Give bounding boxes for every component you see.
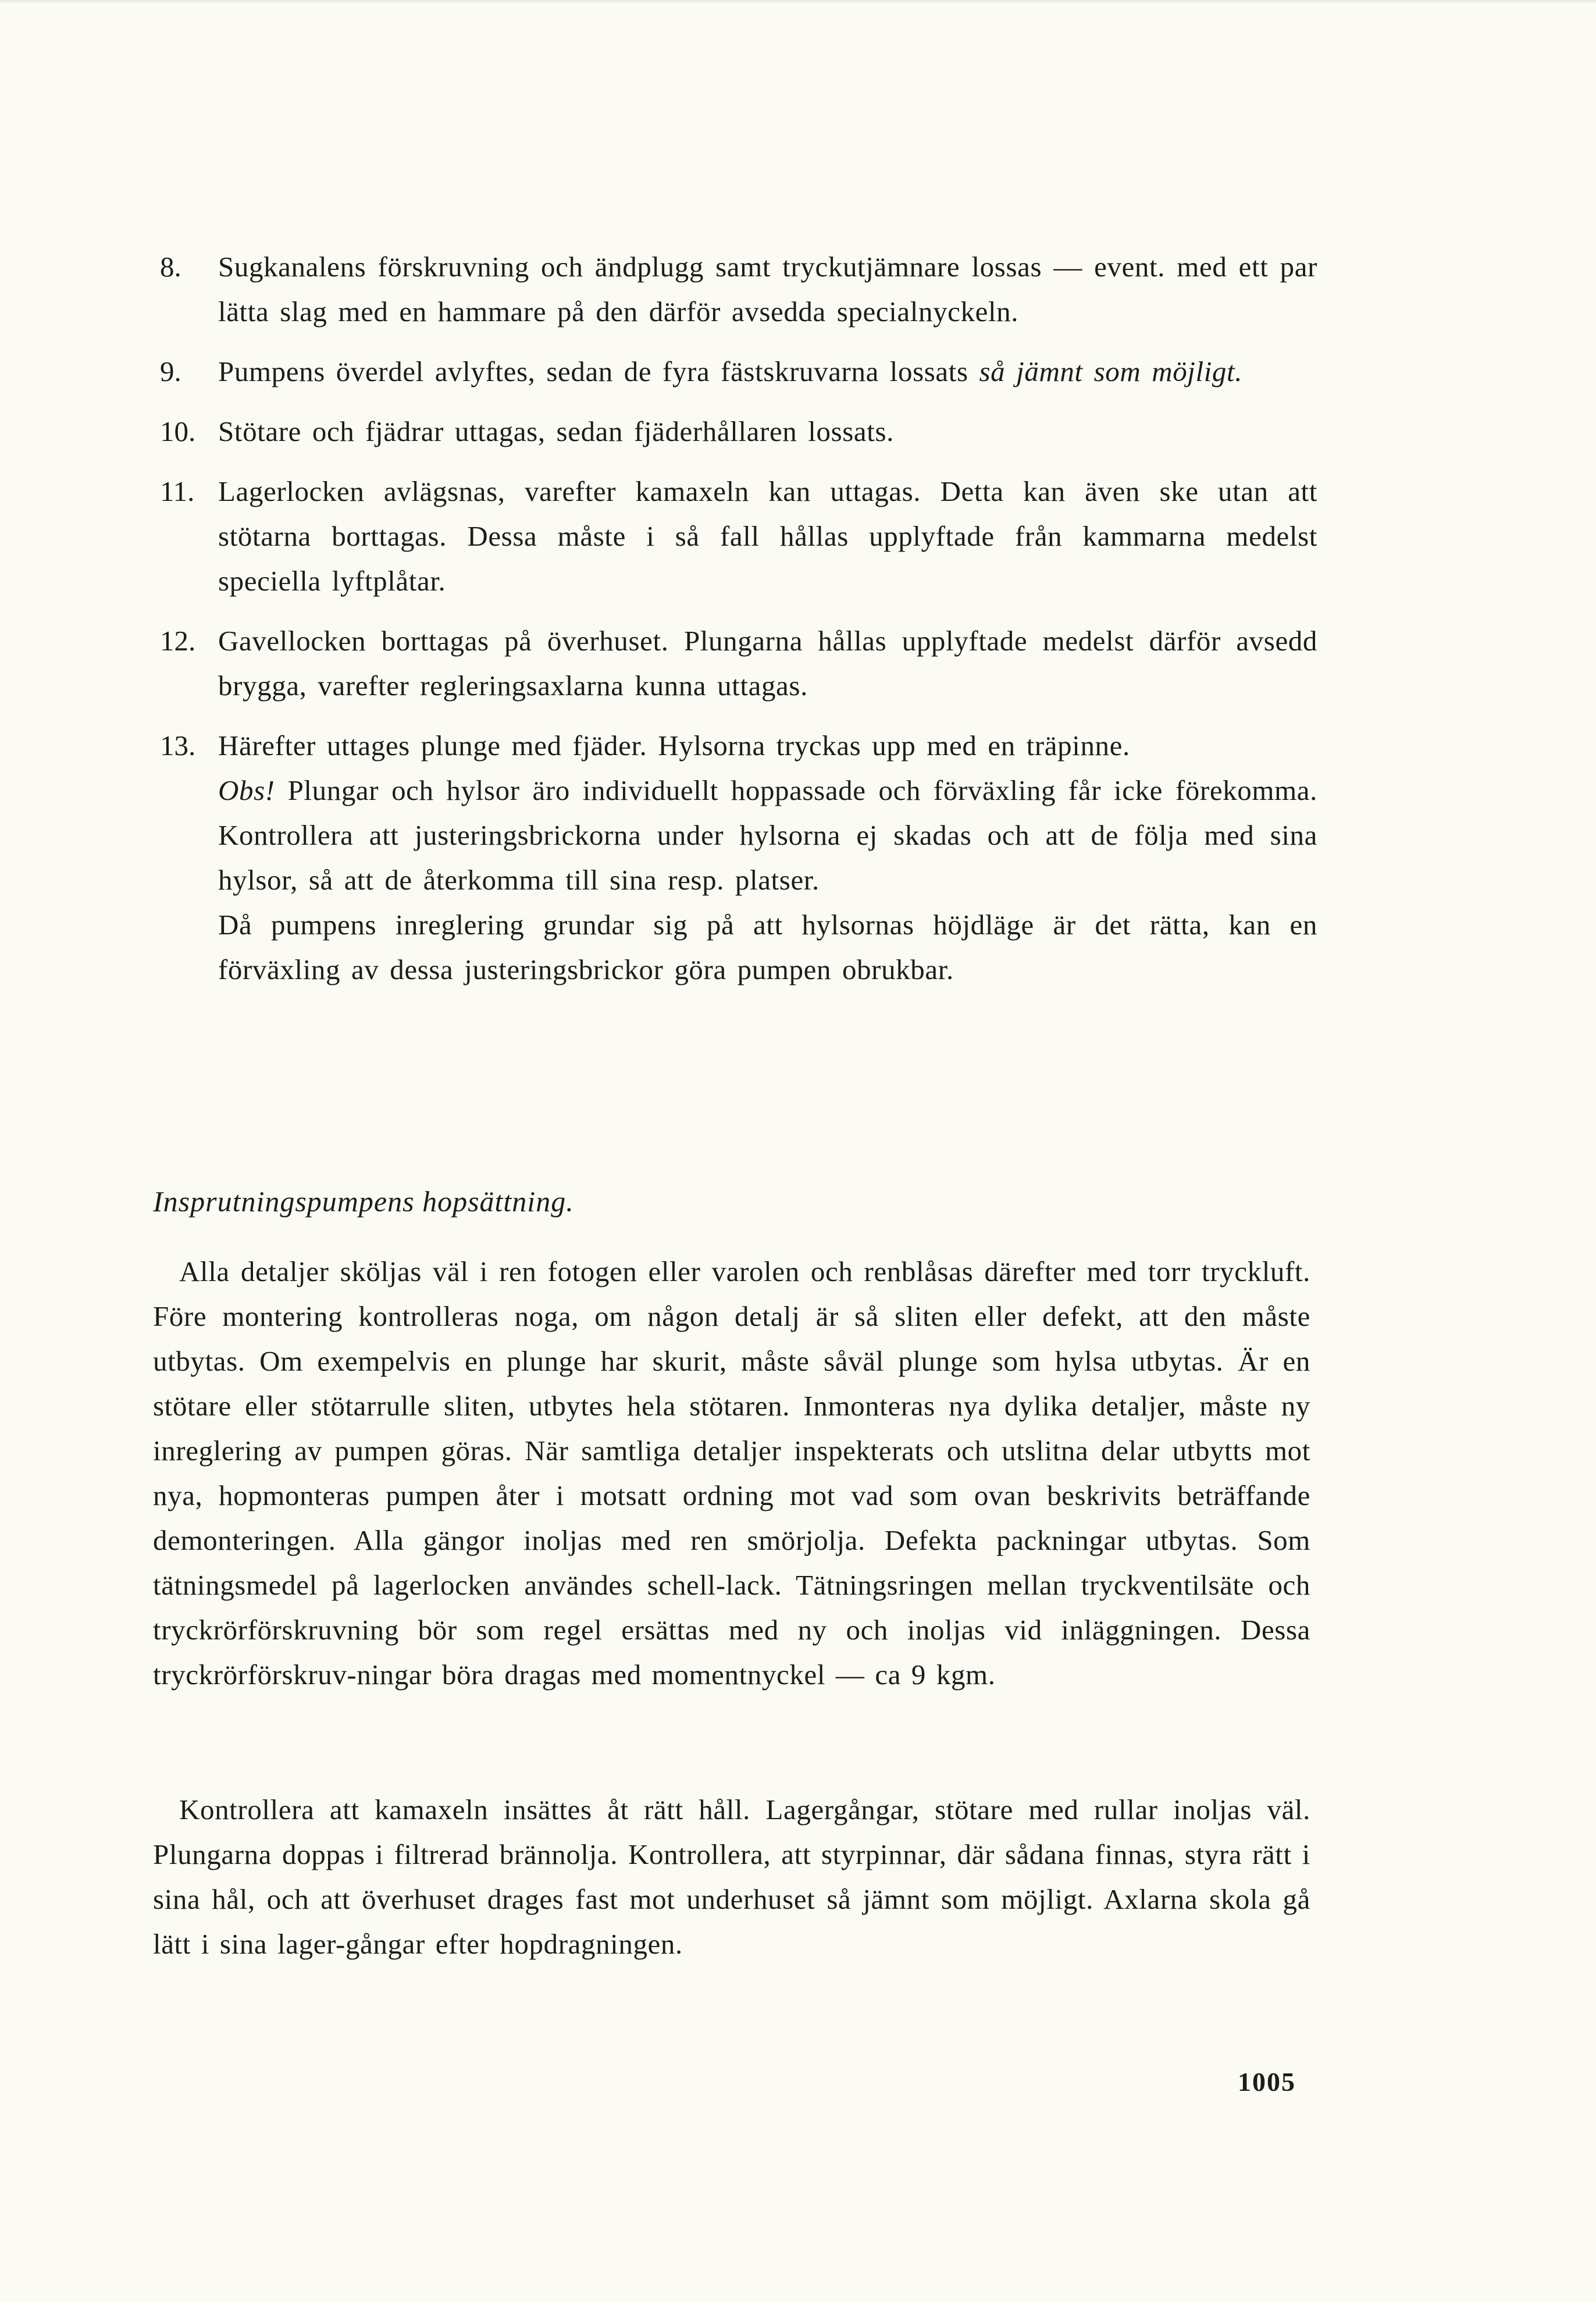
section-paragraph-2: Kontrollera att kamaxeln insättes åt rätt håll. Lagergångar, stötare med rullar inoljas väl. Plungarna doppas i filtrerad brännolja. Kontrollera, att styrpinnar, där sådana finnas, styra rätt i sina hål, och att överhuset drages fast mot underhuset så jämnt som möjligt. Axlarna skola gå lätt i sina lager-gångar efter hopdragningen.: [153, 1794, 1310, 1960]
section-paragraph-1: Alla detaljer sköljas väl i ren fotogen eller varolen och renblåsas därefter med torr tryckluft. Före montering kontrolleras noga, om någon detalj är så sliten eller defekt, att den måste utbytas. Om exempelvis en plunge har skurit, måste såväl plunge som hylsa utbytas. Är en stötare eller stötarrulle sliten, utbytes hela stötaren. Inmonteras nya dylika detaljer, måste ny inreglering av pumpen göras. När samtliga detaljer inspekterats och utslitna delar utbytts mot nya, hopmonteras pumpen åter i motsatt ordning mot vad som ovan beskrivits beträffande demonteringen. Alla gängor inoljas med ren smörjolja. Defekta packningar utbytas. Som tätningsmedel på lagerlocken användes schell-lack. Tätningsringen mellan tryckventilsäte och tryckrörförskruvning bör som regel ersättas med ny och inoljas vid inläggningen. Dessa tryckrörförskruv-ningar böra dragas med momentnyckel — ca 9 kgm.: [153, 1255, 1310, 1691]
step-number: 8.: [160, 251, 181, 283]
list-item-step-9: [160, 349, 1317, 394]
list-item-step-8: [160, 244, 1317, 334]
step-number: 12.: [160, 625, 196, 657]
step-text: Pumpens överdel avlyftes, sedan de fyra fästskruvarna lossats: [218, 355, 979, 387]
step-extra-text: Då pumpens inreglering grundar sig på att hylsornas höjdläge är det rätta, kan en förväxling av dessa justeringsbrickor göra pumpen obrukbar.: [218, 909, 1317, 985]
step-number: 11.: [160, 475, 195, 507]
step-text-wrapper: [218, 349, 1317, 394]
step-text: Gavellocken borttagas på överhuset. Plungarna hållas upplyftade medelst därför avsedd brygga, varefter regleringsaxlarna kunna uttagas.: [218, 625, 1317, 702]
step-number: 9.: [160, 355, 181, 387]
list-item-step-11: [160, 469, 1317, 603]
step-text: Lagerlocken avlägsnas, varefter kamaxeln kan uttagas. Detta kan även ske utan att stötarna borttagas. Dessa måste i så fall hållas upplyftade från kammarna medelst speciella lyftplåtar.: [218, 475, 1317, 597]
obs-text: Plungar och hylsor äro individuellt hoppassade och förväxling får icke förekomma. Kontrollera att justeringsbrickorna under hylsorna ej skadas och att de följa med sina hylsor, så att de återkomma till sina resp. platser.: [218, 774, 1317, 896]
page-number: 1005: [1238, 2067, 1296, 2097]
step-number: 13.: [160, 730, 196, 762]
step-emphasis: så jämnt som möjligt.: [979, 355, 1243, 387]
step-text: Härefter uttages plunge med fjäder. Hylsorna tryckas upp med en träpinne.: [218, 730, 1130, 762]
step-text-wrapper: [218, 723, 1317, 902]
step-number: 10.: [160, 415, 196, 447]
disassembly-steps-list: [160, 244, 1317, 1007]
obs-label: Obs!: [218, 774, 275, 806]
section-heading: Insprutningspumpens hopsättning.: [153, 1185, 574, 1218]
step-text: Sugkanalens förskruvning och ändplugg samt tryckutjämnare lossas — event. med ett par lätta slag med en hammare på den därför avsedda specialnyckeln.: [218, 251, 1317, 328]
list-item-step-13: [160, 723, 1317, 992]
list-item-step-12: [160, 618, 1317, 708]
list-item-step-10: [160, 409, 1317, 454]
step-text: Stötare och fjädrar uttagas, sedan fjäderhållaren lossats.: [218, 415, 894, 447]
